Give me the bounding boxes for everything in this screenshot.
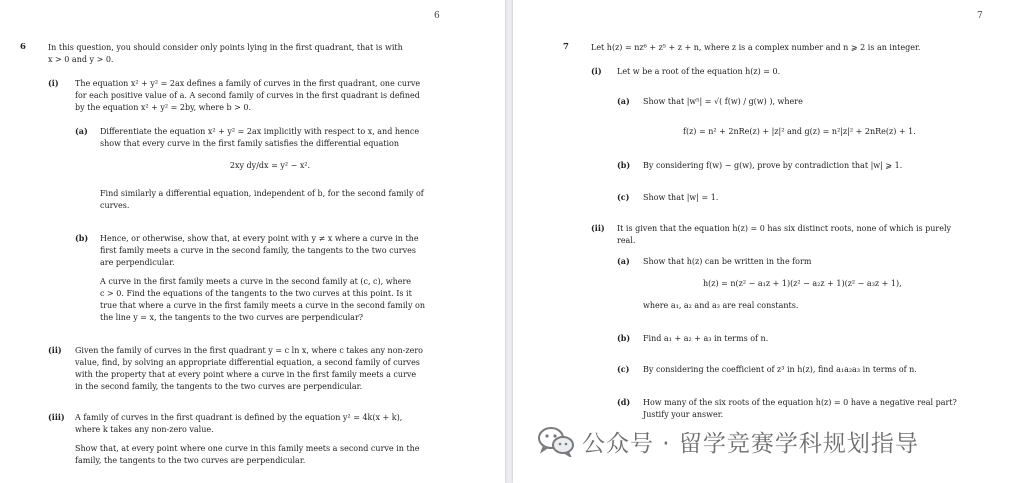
subpart-text-line: Hence, or otherwise, show that, at every point with y ≠ x where a curve in the xyxy=(100,234,419,243)
part-label: (iii) xyxy=(48,412,65,422)
differential-equation: 2xy dy/dx = y² − x². xyxy=(229,161,311,170)
subpart-text-line: are perpendicular. xyxy=(100,258,175,267)
part-text-line: It is given that the equation h(z) = 0 has six distinct roots, none of which is purely xyxy=(617,224,952,233)
subpart-label: (a) xyxy=(75,126,88,136)
part-text-line: Given the family of curves in the first quadrant y = c ln x, where c takes any non-zero xyxy=(75,346,423,355)
equation-fg: f(z) = n² + 2nRe(z) + |z|² and g(z) = n²|z|² + 2nRe(z) + 1. xyxy=(683,127,916,136)
watermark xyxy=(536,424,996,458)
question-intro-line-2: x > 0 and y > 0. xyxy=(48,55,114,64)
subpart-text: Show that |w⁵| = √( f(w) / g(w) ), where xyxy=(643,97,803,106)
part-label: (i) xyxy=(591,66,602,76)
question-number: 6 xyxy=(20,42,26,52)
subpart-label: (a) xyxy=(617,256,630,266)
page-6 xyxy=(0,0,505,483)
part-label: (ii) xyxy=(48,345,62,355)
part-label: (ii) xyxy=(591,223,605,233)
factorised-equation: h(z) = n(z² − a₁z + 1)(z² − a₂z + 1)(z² − a₃z + 1), xyxy=(703,279,902,288)
subpart-text-line: show that every curve in the first family satisfies the differential equation xyxy=(100,139,399,148)
subpart-text-line: How many of the six roots of the equation h(z) = 0 have a negative real part? xyxy=(643,398,957,407)
part-text-line: where k takes any non-zero value. xyxy=(75,425,214,434)
subpart-text: Show that h(z) can be written in the form xyxy=(643,257,812,266)
subpart-label: (b) xyxy=(75,233,89,243)
page-number: 6 xyxy=(434,11,440,21)
subpart-label: (a) xyxy=(617,96,630,106)
subpart-label: (c) xyxy=(617,364,630,374)
question-number: 7 xyxy=(563,42,569,52)
subpart-text: Show that |w| = 1. xyxy=(643,193,719,202)
subpart-text-line: Justify your answer. xyxy=(643,410,724,419)
part-text-line: A family of curves in the first quadrant is defined by the equation y² = 4k(x + k), xyxy=(75,413,403,422)
question-intro-line-1: In this question, you should consider only points lying in the first quadrant, that is with xyxy=(48,43,403,52)
subpart-label: (d) xyxy=(617,397,631,407)
part-label: (i) xyxy=(48,78,59,88)
subpart-text: By considering the coefficient of z³ in h(z), find a₁a₂a₃ in terms of n. xyxy=(643,365,917,374)
subpart-text-line: Differentiate the equation x² + y² = 2ax implicitly with respect to x, and hence xyxy=(100,127,420,136)
subpart-text-line: the line y = x, the tangents to the two curves are perpendicular? xyxy=(100,313,364,322)
subpart-label: (b) xyxy=(617,160,631,170)
subpart-text: By considering f(w) − g(w), prove by contradiction that |w| ⩾ 1. xyxy=(643,161,903,170)
subpart-text: where a₁, a₂ and a₃ are real constants. xyxy=(643,301,799,310)
question-intro: Let h(z) = nz⁶ + z⁵ + z + n, where z is a complex number and n ⩾ 2 is an integer. xyxy=(591,43,921,52)
subpart-text: Find a₁ + a₂ + a₃ in terms of n. xyxy=(643,334,769,343)
part-text-line: The equation x² + y² = 2ax defines a family of curves in the first quadrant, one curve xyxy=(75,79,421,88)
subpart-text-line: curves. xyxy=(100,201,130,210)
subpart-text-line: Find similarly a differential equation, independent of b, for the second family of xyxy=(100,189,424,198)
part-text: Let w be a root of the equation h(z) = 0. xyxy=(617,67,781,76)
wechat-logo-icon xyxy=(536,425,576,457)
part-text-line: Show that, at every point where one curve in this family meets a second curve in the xyxy=(75,444,420,453)
part-text-line: family, the tangents to the two curves are perpendicular. xyxy=(75,456,306,465)
part-text-line: with the property that at every point where a curve in the first family meets a curve xyxy=(75,370,417,379)
subpart-text-line: true that where a curve in the first family meets a curve in the second family on xyxy=(100,301,425,310)
watermark-text: 公众号 · 留学竞赛学科规划指导 xyxy=(582,430,919,457)
part-text-line: value, find, by solving an appropriate differential equation, a second family of curves xyxy=(75,358,420,367)
page-number: 7 xyxy=(977,11,983,21)
part-text-line: for each positive value of a. A second family of curves in the first quadrant is defined xyxy=(75,91,420,100)
subpart-text-line: A curve in the first family meets a curve in the second family at (c, c), where xyxy=(100,277,412,286)
subpart-text-line: c > 0. Find the equations of the tangents to the two curves at this point. Is it xyxy=(100,289,412,298)
page-7 xyxy=(513,0,1024,483)
part-text-line: in the second family, the tangents to the two curves are perpendicular. xyxy=(75,382,363,391)
subpart-text-line: first family meets a curve in the second family, the tangents to the two curves xyxy=(100,246,416,255)
part-text-line: real. xyxy=(617,236,636,245)
subpart-label: (b) xyxy=(617,333,631,343)
subpart-label: (c) xyxy=(617,192,630,202)
part-text-line: by the equation x² + y² = 2by, where b > 0. xyxy=(75,103,252,112)
